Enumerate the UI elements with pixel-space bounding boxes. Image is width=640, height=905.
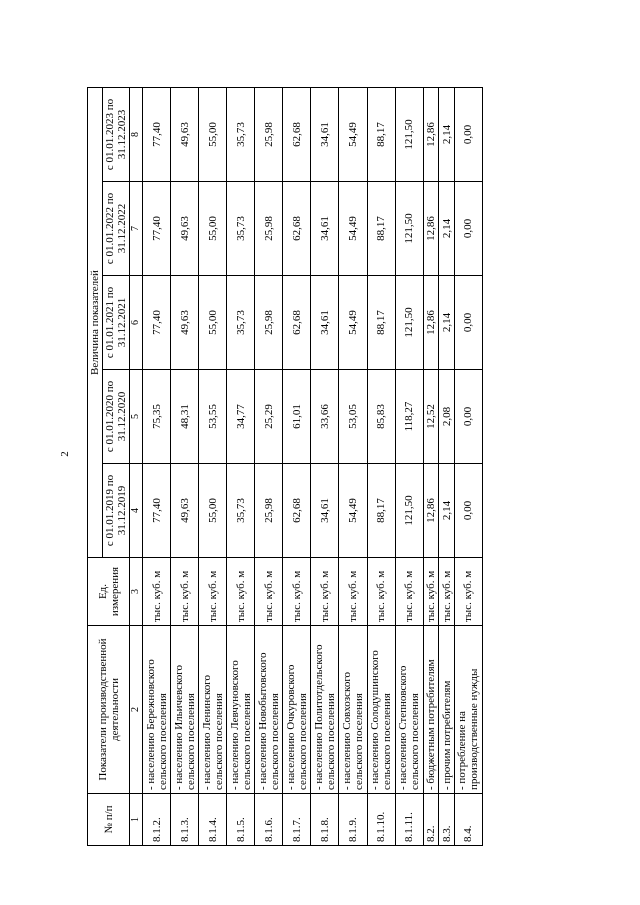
column-number: 3 <box>130 558 143 626</box>
column-number: 8 <box>130 88 143 182</box>
row-indicator-name: - населению Совхозского сельского поселения <box>339 626 367 794</box>
header-no: № п/п <box>88 794 130 846</box>
row-value: 77,40 <box>143 464 171 558</box>
row-code: 8.1.5. <box>227 794 255 846</box>
row-value: 55,00 <box>199 276 227 370</box>
row-value: 53,55 <box>199 370 227 464</box>
table-row <box>367 88 395 846</box>
row-value: 34,77 <box>227 370 255 464</box>
row-code: 8.1.10. <box>367 794 395 846</box>
row-unit: тыс. куб. м <box>439 558 455 626</box>
row-value: 25,98 <box>255 182 283 276</box>
row-value: 25,98 <box>255 464 283 558</box>
row-value: 88,17 <box>367 182 395 276</box>
row-unit: тыс. куб. м <box>423 558 439 626</box>
table-row <box>339 88 367 846</box>
row-indicator-name: - населению Степновского сельского поселения <box>395 626 423 794</box>
header-unit: Ед. измерения <box>88 558 130 626</box>
header-indicator: Показатели производственной деятельности <box>88 626 130 794</box>
row-value: 55,00 <box>199 182 227 276</box>
header-row-1 <box>88 88 103 846</box>
column-number: 4 <box>130 464 143 558</box>
row-code: 8.1.6. <box>255 794 283 846</box>
row-value: 25,98 <box>255 276 283 370</box>
row-value: 34,61 <box>311 182 339 276</box>
row-value: 62,68 <box>283 276 311 370</box>
row-value: 12,52 <box>423 370 439 464</box>
row-value: 49,63 <box>171 88 199 182</box>
row-value: 118,27 <box>395 370 423 464</box>
table-row <box>199 88 227 846</box>
row-value: 25,98 <box>255 88 283 182</box>
table-body <box>143 88 483 846</box>
table-row <box>439 88 455 846</box>
row-value: 34,61 <box>311 88 339 182</box>
page-number: 2 <box>58 451 71 457</box>
row-value: 121,50 <box>395 464 423 558</box>
row-value: 53,05 <box>339 370 367 464</box>
row-value: 85,83 <box>367 370 395 464</box>
column-number: 2 <box>130 626 143 794</box>
row-value: 0,00 <box>454 276 482 370</box>
row-value: 35,73 <box>227 88 255 182</box>
row-unit: тыс. куб. м <box>339 558 367 626</box>
row-indicator-name: - прочим потребителям <box>439 626 455 794</box>
row-value: 49,63 <box>171 276 199 370</box>
row-code: 8.1.8. <box>311 794 339 846</box>
row-code: 8.1.3. <box>171 794 199 846</box>
header-group: Величина показателей <box>88 88 103 558</box>
row-code: 8.2. <box>423 794 439 846</box>
row-value: 12,86 <box>423 276 439 370</box>
row-unit: тыс. куб. м <box>255 558 283 626</box>
table-row <box>311 88 339 846</box>
table-row <box>395 88 423 846</box>
row-value: 54,49 <box>339 464 367 558</box>
table-row <box>143 88 171 846</box>
row-value: 61,01 <box>283 370 311 464</box>
row-value: 54,49 <box>339 88 367 182</box>
row-value: 35,73 <box>227 464 255 558</box>
row-value: 12,86 <box>423 88 439 182</box>
table-row <box>283 88 311 846</box>
row-indicator-name: - населению Левчуновского сельского поселения <box>227 626 255 794</box>
row-value: 0,00 <box>454 182 482 276</box>
header-period: с 01.01.2022 по 31.12.2022 <box>103 182 130 276</box>
row-value: 12,86 <box>423 182 439 276</box>
table-row <box>454 88 482 846</box>
row-code: 8.1.2. <box>143 794 171 846</box>
row-unit: тыс. куб. м <box>395 558 423 626</box>
row-code: 8.1.11. <box>395 794 423 846</box>
row-unit: тыс. куб. м <box>199 558 227 626</box>
row-value: 55,00 <box>199 464 227 558</box>
row-value: 121,50 <box>395 88 423 182</box>
column-number: 6 <box>130 276 143 370</box>
row-value: 62,68 <box>283 182 311 276</box>
row-value: 55,00 <box>199 88 227 182</box>
row-indicator-name: - бюджетным потребителям <box>423 626 439 794</box>
rotated-table-wrapper <box>87 88 483 846</box>
row-indicator-name: - населению Солодушинского сельского поселения <box>367 626 395 794</box>
row-value: 35,73 <box>227 182 255 276</box>
row-indicator-name: - населению Политотдельского сельского поселения <box>311 626 339 794</box>
row-value: 88,17 <box>367 88 395 182</box>
header-period: с 01.01.2021 по 31.12.2021 <box>103 276 130 370</box>
row-value: 49,63 <box>171 464 199 558</box>
row-code: 8.1.7. <box>283 794 311 846</box>
table-row <box>255 88 283 846</box>
row-value: 77,40 <box>143 276 171 370</box>
row-value: 48,31 <box>171 370 199 464</box>
header-period: с 01.01.2019 по 31.12.2019 <box>103 464 130 558</box>
row-value: 49,63 <box>171 182 199 276</box>
row-value: 0,00 <box>454 88 482 182</box>
row-unit: тыс. куб. м <box>367 558 395 626</box>
row-value: 25,29 <box>255 370 283 464</box>
row-unit: тыс. куб. м <box>454 558 482 626</box>
row-value: 0,00 <box>454 370 482 464</box>
row-value: 0,00 <box>454 464 482 558</box>
row-value: 2,14 <box>439 88 455 182</box>
row-value: 54,49 <box>339 182 367 276</box>
column-number-row <box>130 88 143 846</box>
column-number: 1 <box>130 794 143 846</box>
row-value: 62,68 <box>283 88 311 182</box>
row-unit: тыс. куб. м <box>143 558 171 626</box>
indicators-table <box>87 87 483 846</box>
row-value: 77,40 <box>143 182 171 276</box>
row-value: 54,49 <box>339 276 367 370</box>
row-value: 121,50 <box>395 182 423 276</box>
row-value: 12,86 <box>423 464 439 558</box>
row-indicator-name: - населению Ильичевского сельского поселения <box>171 626 199 794</box>
row-value: 35,73 <box>227 276 255 370</box>
column-number: 7 <box>130 182 143 276</box>
row-value: 62,68 <box>283 464 311 558</box>
row-unit: тыс. куб. м <box>283 558 311 626</box>
row-value: 75,35 <box>143 370 171 464</box>
row-indicator-name: - населению Бережновского сельского поселения <box>143 626 171 794</box>
row-indicator-name: - населению Очкуровского сельского поселения <box>283 626 311 794</box>
row-unit: тыс. куб. м <box>227 558 255 626</box>
row-value: 2,14 <box>439 276 455 370</box>
table-row <box>423 88 439 846</box>
row-code: 8.4. <box>454 794 482 846</box>
header-period: с 01.01.2023 по 31.12.2023 <box>103 88 130 182</box>
row-value: 77,40 <box>143 88 171 182</box>
row-value: 2,08 <box>439 370 455 464</box>
row-code: 8.1.4. <box>199 794 227 846</box>
header-period: с 01.01.2020 по 31.12.2020 <box>103 370 130 464</box>
row-unit: тыс. куб. м <box>171 558 199 626</box>
row-indicator-name: - населению Ленинского сельского поселения <box>199 626 227 794</box>
row-value: 34,61 <box>311 464 339 558</box>
row-code: 8.1.9. <box>339 794 367 846</box>
row-value: 121,50 <box>395 276 423 370</box>
row-indicator-name: - потребление на производственные нужды <box>454 626 482 794</box>
table-row <box>171 88 199 846</box>
row-unit: тыс. куб. м <box>311 558 339 626</box>
column-number: 5 <box>130 370 143 464</box>
row-value: 33,66 <box>311 370 339 464</box>
row-value: 34,61 <box>311 276 339 370</box>
row-value: 2,14 <box>439 182 455 276</box>
row-indicator-name: - населению Новобытовского сельского поселения <box>255 626 283 794</box>
row-code: 8.3. <box>439 794 455 846</box>
table-row <box>227 88 255 846</box>
row-value: 2,14 <box>439 464 455 558</box>
row-value: 88,17 <box>367 276 395 370</box>
row-value: 88,17 <box>367 464 395 558</box>
